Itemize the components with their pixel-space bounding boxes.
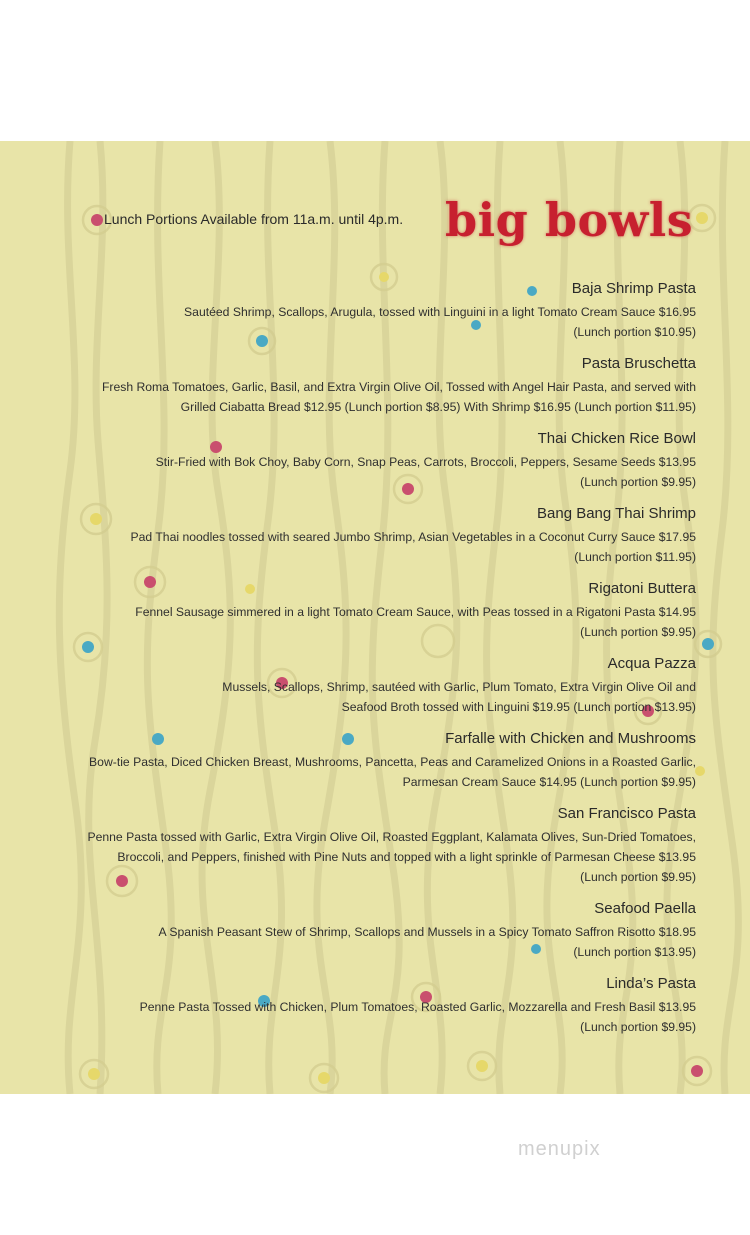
lunch-portions-note: Lunch Portions Available from 11a.m. until 4p.m. — [104, 211, 404, 227]
item-line: Sautéed Shrimp, Scallops, Arugula, tossed with Linguini in a light Tomato Cream Sauce $16.95 — [184, 305, 696, 319]
item-description — [76, 997, 696, 1037]
menu-item — [76, 504, 696, 567]
item-line: Fresh Roma Tomatoes, Garlic, Basil, and Extra Virgin Olive Oil, Tossed with Angel Hair Pasta, and served with — [101, 380, 696, 394]
item-name: Rigatoni Buttera — [588, 580, 696, 597]
item-description — [76, 922, 696, 962]
menu-item — [76, 804, 696, 887]
item-line: (Lunch portion $9.95) — [580, 625, 696, 639]
item-name: Bang Bang Thai Shrimp — [537, 505, 696, 522]
menu-item — [76, 579, 696, 642]
item-name: Acqua Pazza — [607, 655, 696, 672]
item-line: Stir-Fried with Bok Choy, Baby Corn, Snap Peas, Carrots, Broccoli, Peppers, Sesame Seeds $13.95 — [155, 455, 696, 469]
item-line: A Spanish Peasant Stew of Shrimp, Scallops and Mussels in a Spicy Tomato Saffron Risotto $18.95 — [158, 925, 696, 939]
item-line: Penne Pasta Tossed with Chicken, Plum Tomatoes, Roasted Garlic, Mozzarella and Fresh Basil $13.95 — [139, 1000, 696, 1014]
item-name: Thai Chicken Rice Bowl — [537, 430, 696, 447]
item-description — [76, 827, 696, 887]
menu-items-list — [76, 279, 696, 1049]
item-description — [76, 527, 696, 567]
menu-item — [76, 654, 696, 717]
item-name: San Francisco Pasta — [557, 805, 696, 822]
menu-item — [76, 899, 696, 962]
menu-item — [76, 974, 696, 1037]
item-line: (Lunch portion $9.95) — [580, 1020, 696, 1034]
item-description — [76, 452, 696, 492]
item-line: (Lunch portion $13.95) — [573, 945, 696, 959]
menu-item — [76, 279, 696, 342]
item-line: Seafood Broth tossed with Linguini $19.95 (Lunch portion $13.95) — [341, 700, 696, 714]
item-line: Mussels, Scallops, Shrimp, sautéed with Garlic, Plum Tomato, Extra Virgin Olive Oil and — [222, 680, 696, 694]
item-name: Linda’s Pasta — [606, 975, 696, 992]
menu-panel — [0, 141, 750, 1094]
item-line: Bow-tie Pasta, Diced Chicken Breast, Mushrooms, Pancetta, Peas and Caramelized Onions in a Roasted Garlic, — [89, 755, 696, 769]
item-description — [76, 752, 696, 792]
item-line: Pad Thai noodles tossed with seared Jumbo Shrimp, Asian Vegetables in a Coconut Curry Sauce $17.95 — [130, 530, 696, 544]
item-line: Parmesan Cream Sauce $14.95 (Lunch portion $9.95) — [402, 775, 696, 789]
item-description — [76, 677, 696, 717]
item-line: Fennel Sausage simmered in a light Tomato Cream Sauce, with Peas tossed in a Rigatoni Pasta $14.95 — [135, 605, 696, 619]
item-name: Seafood Paella — [594, 900, 696, 917]
item-line: Broccoli, and Peppers, finished with Pine Nuts and topped with a light sprinkle of Parmesan Cheese $13.95 — [117, 850, 696, 864]
item-line: (Lunch portion $10.95) — [573, 325, 696, 339]
item-line: (Lunch portion $11.95) — [574, 550, 696, 564]
item-name: Baja Shrimp Pasta — [571, 280, 696, 297]
item-line: Penne Pasta tossed with Garlic, Extra Virgin Olive Oil, Roasted Eggplant, Kalamata Olives, Sun-Dried Tomatoes, — [87, 830, 696, 844]
section-title: big bowls — [445, 193, 694, 247]
item-line: (Lunch portion $9.95) — [580, 475, 696, 489]
item-name: Farfalle with Chicken and Mushrooms — [445, 730, 696, 747]
item-line: Grilled Ciabatta Bread $12.95 (Lunch portion $8.95) With Shrimp $16.95 (Lunch portion $11.95) — [180, 400, 696, 414]
item-description — [76, 302, 696, 342]
menu-item — [76, 729, 696, 792]
item-description — [76, 377, 696, 417]
menupix-watermark: menupix — [518, 1138, 601, 1160]
item-description — [76, 602, 696, 642]
item-line: (Lunch portion $9.95) — [580, 870, 696, 884]
menu-item — [76, 354, 696, 417]
item-name: Pasta Bruschetta — [581, 355, 696, 372]
menu-item — [76, 429, 696, 492]
